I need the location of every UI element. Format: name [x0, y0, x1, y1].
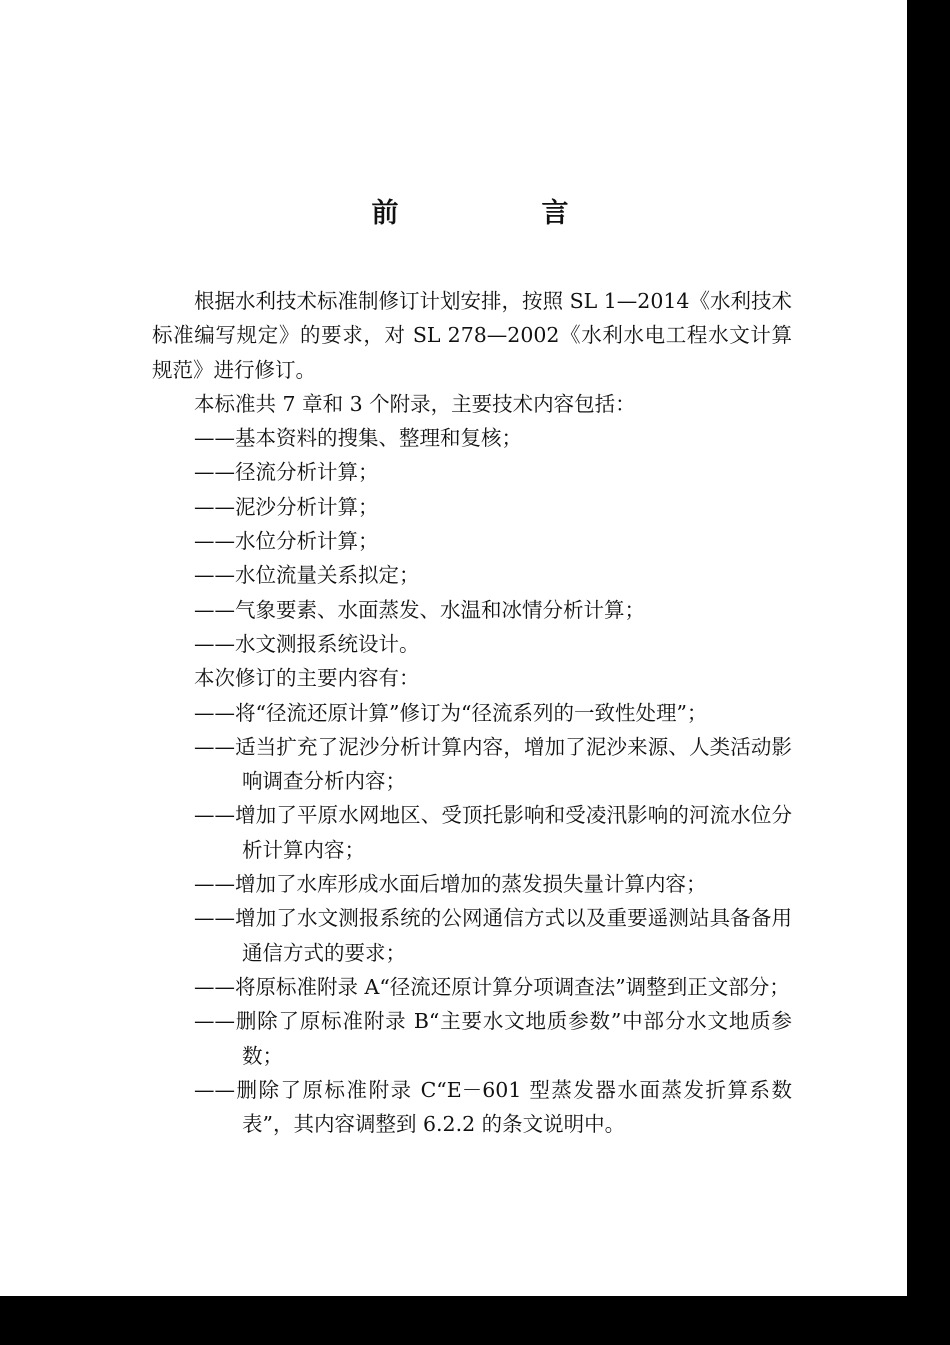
revision-item: ——适当扩充了泥沙分析计算内容，增加了泥沙来源、人类活动影响调查分析内容； — [194, 734, 792, 794]
revision-item: ——增加了水库形成水面后增加的蒸发损失量计算内容； — [194, 872, 707, 897]
revision-item: ——删除了原标准附录 C“E－601 型蒸发器水面蒸发折算系数表”，其内容调整到 6.2.2 的条文说明中。 — [194, 1077, 792, 1137]
contents-item: ——气象要素、水面蒸发、水温和冰情分析计算； — [194, 597, 645, 622]
contents-item: ——基本资料的搜集、整理和复核； — [194, 426, 522, 451]
contents-item: ——水文测报系统设计。 — [194, 631, 420, 656]
foreword-body — [152, 284, 792, 1141]
contents-item: ——水位分析计算； — [194, 529, 379, 554]
revision-item: ——增加了平原水网地区、受顶托影响和受凌汛影响的河流水位分析计算内容； — [194, 803, 792, 862]
contents-item: ——泥沙分析计算； — [194, 494, 379, 519]
revision-lead: 本次修订的主要内容有： — [194, 666, 420, 691]
revision-item: ——将“径流还原计算”修订为“径流系列的一致性处理”； — [194, 700, 708, 725]
revision-item: ——将原标准附录 A“径流还原计算分项调查法”调整到正文部分； — [194, 974, 790, 999]
revision-item: ——删除了原标准附录 B“主要水文地质参数”中部分水文地质参数； — [194, 1009, 792, 1068]
page-title: 前 言 — [371, 198, 627, 229]
contents-item: ——水位流量关系拟定； — [194, 563, 420, 588]
intro-paragraph: 根据水利技术标准制修订计划安排，按照 SL 1—2014《水利技术标准编写规定》的要求，对 SL 278—2002《水利水电工程水文计算规范》进行修订。 — [152, 289, 792, 382]
contents-lead: 本标准共 7 章和 3 个附录，主要技术内容包括： — [194, 391, 636, 416]
contents-item: ——径流分析计算； — [194, 460, 379, 485]
revision-item: ——增加了水文测报系统的公网通信方式以及重要遥测站具备备用通信方式的要求； — [194, 906, 792, 965]
